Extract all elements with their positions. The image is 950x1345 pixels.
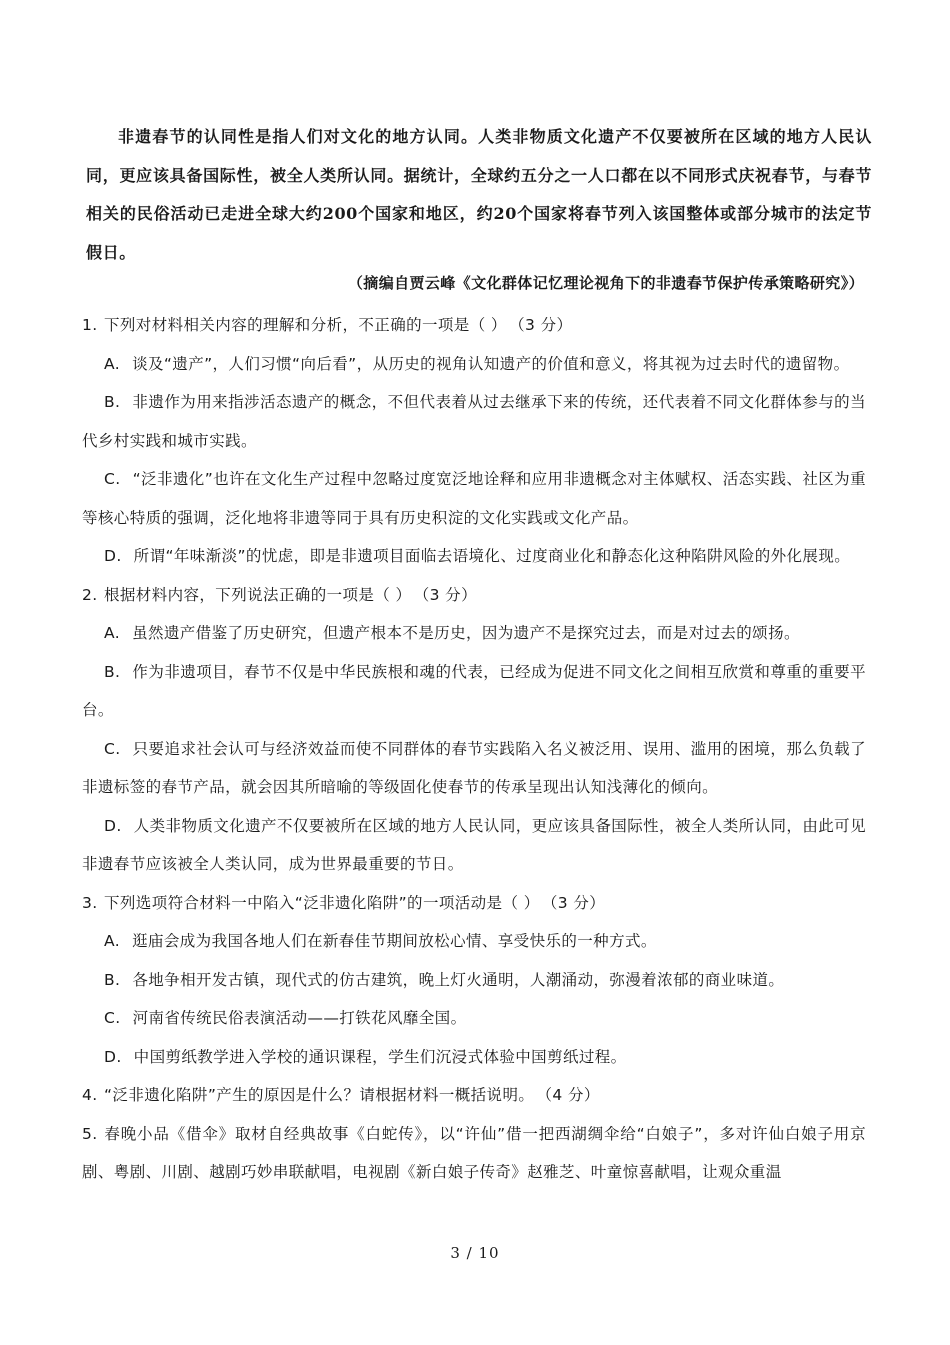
question-text: “泛非遗化陷阱”产生的原因是什么？请根据材料一概括说明。 xyxy=(104,1086,535,1104)
question-3-option-a xyxy=(82,922,866,961)
question-number: 4. xyxy=(82,1086,98,1104)
option-text: 作为非遗项目，春节不仅是中华民族根和魂的代表，已经成为促进不同文化之间相互欣赏和尊重的重要平台。 xyxy=(82,662,866,719)
question-score: （3 分） xyxy=(516,316,573,334)
question-1-option-c xyxy=(82,460,866,537)
option-label: C. xyxy=(104,470,121,488)
question-number: 5. xyxy=(82,1124,98,1143)
question-1-option-b xyxy=(82,383,866,460)
option-text: 虽然遗产借鉴了历史研究，但遗产根本不是历史，因为遗产不是探究过去，而是对过去的颂扬。 xyxy=(132,624,800,642)
question-2-option-b xyxy=(82,653,866,730)
question-3-option-d xyxy=(82,1038,866,1077)
option-text: 逛庙会成为我国各地人们在新春佳节期间放松心情、享受快乐的一种方式。 xyxy=(132,932,657,950)
question-2-option-d xyxy=(82,807,866,884)
option-text: 所谓“年味渐淡”的忧虑，即是非遗项目面临去语境化、过度商业化和静态化这种陷阱风险的外化展现。 xyxy=(133,547,851,565)
option-label: D. xyxy=(104,547,122,565)
question-text: 下列选项符合材料一中陷入“泛非遗化陷阱”的一项活动是（ ） xyxy=(104,893,540,912)
question-text: 春晚小品《借伞》取材自经典故事《白蛇传》，以“许仙”借一把西湖绸伞给“白娘子”，多对许仙白娘子用京剧、粤剧、川剧、越剧巧妙串联献唱，电视剧《新白娘子传奇》赵雅芝、叶童惊喜献唱，让观众重温 xyxy=(82,1124,866,1181)
question-text: 根据材料内容，下列说法正确的一项是（ ） xyxy=(104,585,412,604)
question-number: 3. xyxy=(82,893,98,912)
question-1-option-a xyxy=(82,345,866,384)
option-text: 河南省传统民俗表演活动——打铁花风靡全国。 xyxy=(132,1009,467,1027)
option-label: B. xyxy=(104,662,121,681)
question-number: 2. xyxy=(82,585,98,604)
option-label: A. xyxy=(104,354,121,373)
question-score: （4 分） xyxy=(544,1086,600,1104)
question-1-stem xyxy=(82,306,866,345)
question-text: 下列对材料相关内容的理解和分析，不正确的一项是（ ） xyxy=(104,316,507,334)
option-label: A. xyxy=(104,932,121,950)
page-number: 3 / 10 xyxy=(450,1244,500,1262)
question-number: 1. xyxy=(82,316,98,334)
source-citation: （摘编自贾云峰《文化群体记忆理论视角下的非遗春节保护传承策略研究》） xyxy=(347,274,864,292)
question-2-option-a xyxy=(82,614,866,653)
option-label: C. xyxy=(104,739,121,758)
option-label: C. xyxy=(104,1009,121,1027)
question-1-option-d xyxy=(82,537,866,576)
option-label: D. xyxy=(104,816,122,835)
option-label: B. xyxy=(104,393,121,411)
question-3-stem xyxy=(82,884,866,923)
option-text: 各地争相开发古镇，现代式的仿古建筑，晚上灯火通明，人潮涌动，弥漫着浓郁的商业味道。 xyxy=(132,970,785,989)
question-list xyxy=(82,306,866,1192)
question-5-stem xyxy=(82,1115,866,1192)
passage-paragraph: 非遗春节的认同性是指人们对文化的地方认同。人类非物质文化遗产不仅要被所在区域的地方人民认同，更应该具备国际性，被全人类所认同。据统计，全球约五分之一人口都在以不同形式庆祝春节，与春节相关的民俗活动已走进全球大约200个国家和地区，约20个国家将春节列入该国整体或部分城市的法定节假日。 xyxy=(86,127,872,262)
option-label: A. xyxy=(104,624,121,642)
option-text: 谈及“遗产”，人们习惯“向后看”，从历史的视角认知遗产的价值和意义，将其视为过去时代的遗留物。 xyxy=(132,354,850,373)
question-score: （3 分） xyxy=(421,585,477,604)
option-text: 人类非物质文化遗产不仅要被所在区域的地方人民认同，更应该具备国际性，被全人类所认同，由此可见非遗春节应该被全人类认同，成为世界最重要的节日。 xyxy=(82,816,866,873)
option-label: D. xyxy=(104,1047,122,1066)
option-text: “泛非遗化”也许在文化生产过程中忽略过度宽泛地诠释和应用非遗概念对主体赋权、活态实践、社区为重等核心特质的强调，泛化地将非遗等同于具有历史积淀的文化实践或文化产品。 xyxy=(82,470,866,527)
option-text: 非遗作为用来指涉活态遗产的概念，不但代表着从过去继承下来的传统，还代表着不同文化群体参与的当代乡村实践和城市实践。 xyxy=(82,393,866,450)
option-text: 只要追求社会认可与经济效益而使不同群体的春节实践陷入名义被泛用、误用、滥用的困境，那么负载了非遗标签的春节产品，就会因其所暗喻的等级固化使春节的传承呈现出认知浅薄化的倾向。 xyxy=(82,739,866,796)
question-3-option-c xyxy=(82,999,866,1038)
question-4-stem xyxy=(82,1076,866,1115)
question-3-option-b xyxy=(82,961,866,1000)
option-text: 中国剪纸教学进入学校的通识课程，学生们沉浸式体验中国剪纸过程。 xyxy=(133,1047,627,1066)
question-score: （3 分） xyxy=(549,893,606,912)
option-label: B. xyxy=(104,970,121,989)
question-2-option-c xyxy=(82,730,866,807)
question-2-stem xyxy=(82,576,866,615)
